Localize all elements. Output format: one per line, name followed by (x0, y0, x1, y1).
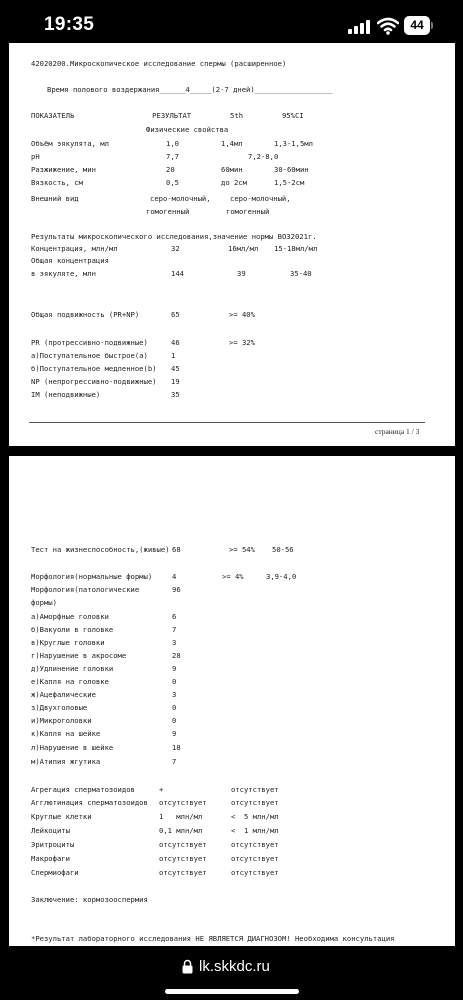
report-text: б)Поступательное медленное(b) (31, 364, 157, 373)
report-text: отсутствует (159, 798, 207, 807)
report-text: 46 (171, 338, 180, 347)
report-text: отсутствует (231, 840, 279, 849)
report-text: 32 (171, 244, 180, 253)
report-text: Заключение: кормозооспермия (31, 895, 148, 904)
report-text: Физические свойства (146, 125, 229, 134)
report-text: отсутствует (159, 868, 207, 877)
report-text: и)Микроголовки (31, 716, 92, 725)
report-text: 20 (166, 165, 175, 174)
report-text: в)Круглые головки (31, 638, 105, 647)
report-text: + (159, 785, 164, 794)
report-text: 0 (172, 677, 177, 686)
report-text: з)Двухголовые (31, 703, 88, 712)
report-text: Вязкость, см (31, 178, 83, 187)
report-text: гомогенный (226, 207, 270, 216)
report-text: 30-60мин (274, 165, 309, 174)
report-text: 1,3-1,5мл (274, 139, 313, 148)
report-text: >= 40% (229, 310, 255, 319)
battery-icon: 44 (404, 16, 430, 35)
report-text: PR (протрессивно-подвижные) (31, 338, 148, 347)
report-text: IM (неподвижные) (31, 390, 101, 399)
report-text: 9 (172, 664, 177, 673)
report-text: Результаты микроскопического исследования,значение нормы ВОЗ2021г. (31, 232, 317, 241)
report-text: 0,1 млн/мл (159, 826, 203, 835)
report-text: 60мин (221, 165, 243, 174)
report-text: NP (непрогрессивно-подвижные) (31, 377, 157, 386)
report-text: формы) (31, 598, 57, 607)
report-text: 9 (172, 729, 177, 738)
report-text: 1,5-2см (274, 178, 305, 187)
report-text: 3 (172, 690, 177, 699)
lock-icon (182, 959, 193, 974)
report-text: отсутствует (231, 798, 279, 807)
report-text: а)Аморфные головки (31, 612, 109, 621)
report-text: ж)Ацефалические (31, 690, 96, 699)
report-text: >= 54% (229, 545, 255, 554)
report-text: е)Капля на головке (31, 677, 109, 686)
report-text: л)Нарушение в шейке (31, 743, 114, 752)
report-text: ПОКАЗАТЕЛЬ РЕЗУЛЬТАТ 5th 95%CI (31, 111, 304, 120)
report-text: Эритроциты (31, 840, 75, 849)
report-text: 1 млн/мл (159, 812, 203, 821)
report-text: 7 (172, 757, 177, 766)
report-page-2 (9, 456, 455, 946)
report-text: 1,0 (166, 139, 179, 148)
report-text: 65 (171, 310, 180, 319)
report-text: Внешний вид (31, 194, 79, 203)
report-text: 7,2-8,0 (248, 152, 279, 161)
report-text: серо-молочный, (150, 194, 211, 203)
report-text: 7 (172, 625, 177, 634)
report-text: Морфология(нормальные формы) (31, 572, 153, 581)
report-text: < 5 млн/мл (231, 812, 279, 821)
report-text: Макрофаги (31, 854, 70, 863)
report-text: 0 (172, 716, 177, 725)
report-text: а)Поступательное быстрое(а) (31, 351, 148, 360)
report-text: отсутствует (231, 785, 279, 794)
report-text: отсутствует (159, 854, 207, 863)
report-text: 1 (171, 351, 176, 360)
report-text: Спермиофаги (31, 868, 79, 877)
report-text: 68 (172, 545, 181, 554)
report-text: 7,7 (166, 152, 179, 161)
report-text: 45 (171, 364, 180, 373)
report-text: отсутствует (231, 854, 279, 863)
report-text: до 2см (221, 178, 247, 187)
report-text: >= 4% (222, 572, 244, 581)
report-text: 3,9-4,0 (266, 572, 297, 581)
report-text: отсутствует (159, 840, 207, 849)
url-text[interactable]: lk.skkdc.ru (199, 958, 270, 975)
report-text: < 1 млн/мл (231, 826, 279, 835)
report-text: Общая концентрация (31, 256, 109, 265)
report-text: 35-40 (290, 269, 312, 278)
report-text: 144 (171, 269, 184, 278)
clock: 19:35 (44, 14, 95, 35)
report-text: к)Капля на шейке (31, 729, 101, 738)
report-page-1 (9, 43, 455, 446)
report-text: 35 (171, 390, 180, 399)
home-indicator[interactable] (165, 989, 299, 994)
report-text: 28 (172, 651, 181, 660)
report-text: 0 (172, 703, 177, 712)
report-text: 6 (172, 612, 177, 621)
report-text: 16мл/мл (228, 244, 259, 253)
report-text: д)Удлинение головки (31, 664, 114, 673)
report-text: Время полового воздержания______4_____(2-7 дней)__________________ (47, 85, 333, 94)
report-text: 4 (172, 572, 177, 581)
report-text: отсутствует (231, 868, 279, 877)
battery-nub (431, 22, 433, 29)
report-text: 96 (172, 585, 181, 594)
cellular-signal-icon (348, 18, 372, 34)
page-footer-divider (29, 422, 425, 423)
report-text: Концентрация, млн/мл (31, 244, 118, 253)
report-text: Лейкоциты (31, 826, 70, 835)
report-text: г)Нарушение в акросоме (31, 651, 127, 660)
report-text: м)Атипия жгутика (31, 757, 101, 766)
report-text: 15-18мл/мл (274, 244, 318, 253)
report-text: б)Вакуоли в головке (31, 625, 114, 634)
report-text: 50-56 (272, 545, 294, 554)
report-text: Агглютинация сперматозоидов (31, 798, 148, 807)
browser-address-bar[interactable] (0, 946, 463, 1000)
report-text: >= 32% (229, 338, 255, 347)
report-text: Морфология(патологические (31, 585, 140, 594)
report-text: Разжижение, мин (31, 165, 96, 174)
report-text: *Результат лабораторного исследования НЕ ЯВЛЯЕТСЯ ДИАГНОЗОМ! Необходима консультация (31, 934, 395, 943)
report-text: 3 (172, 638, 177, 647)
report-text: 1,4мл (221, 139, 243, 148)
report-text: гомогенный (146, 207, 190, 216)
report-text: 0,5 (166, 178, 179, 187)
report-text: в эякуляте, млн (31, 269, 96, 278)
report-text: pH (31, 152, 40, 161)
report-text: 42020200.Микроскопическое исследование спермы (расширенное) (31, 59, 287, 68)
report-text: Объём эякулята, мл (31, 139, 109, 148)
report-text: серо-молочный, (230, 194, 291, 203)
report-text: страница 1 / 3 (375, 427, 420, 436)
report-text: Тест на жизнеспособность,(живые) (31, 545, 170, 554)
report-text: 39 (237, 269, 246, 278)
report-text: Агрегация сперматозоидов (31, 785, 135, 794)
report-text: 19 (171, 377, 180, 386)
report-text: Общая подвижность (PR+NP) (31, 310, 140, 319)
report-text: 18 (172, 743, 181, 752)
report-text: Круглые клетки (31, 812, 92, 821)
wifi-icon (377, 17, 399, 35)
